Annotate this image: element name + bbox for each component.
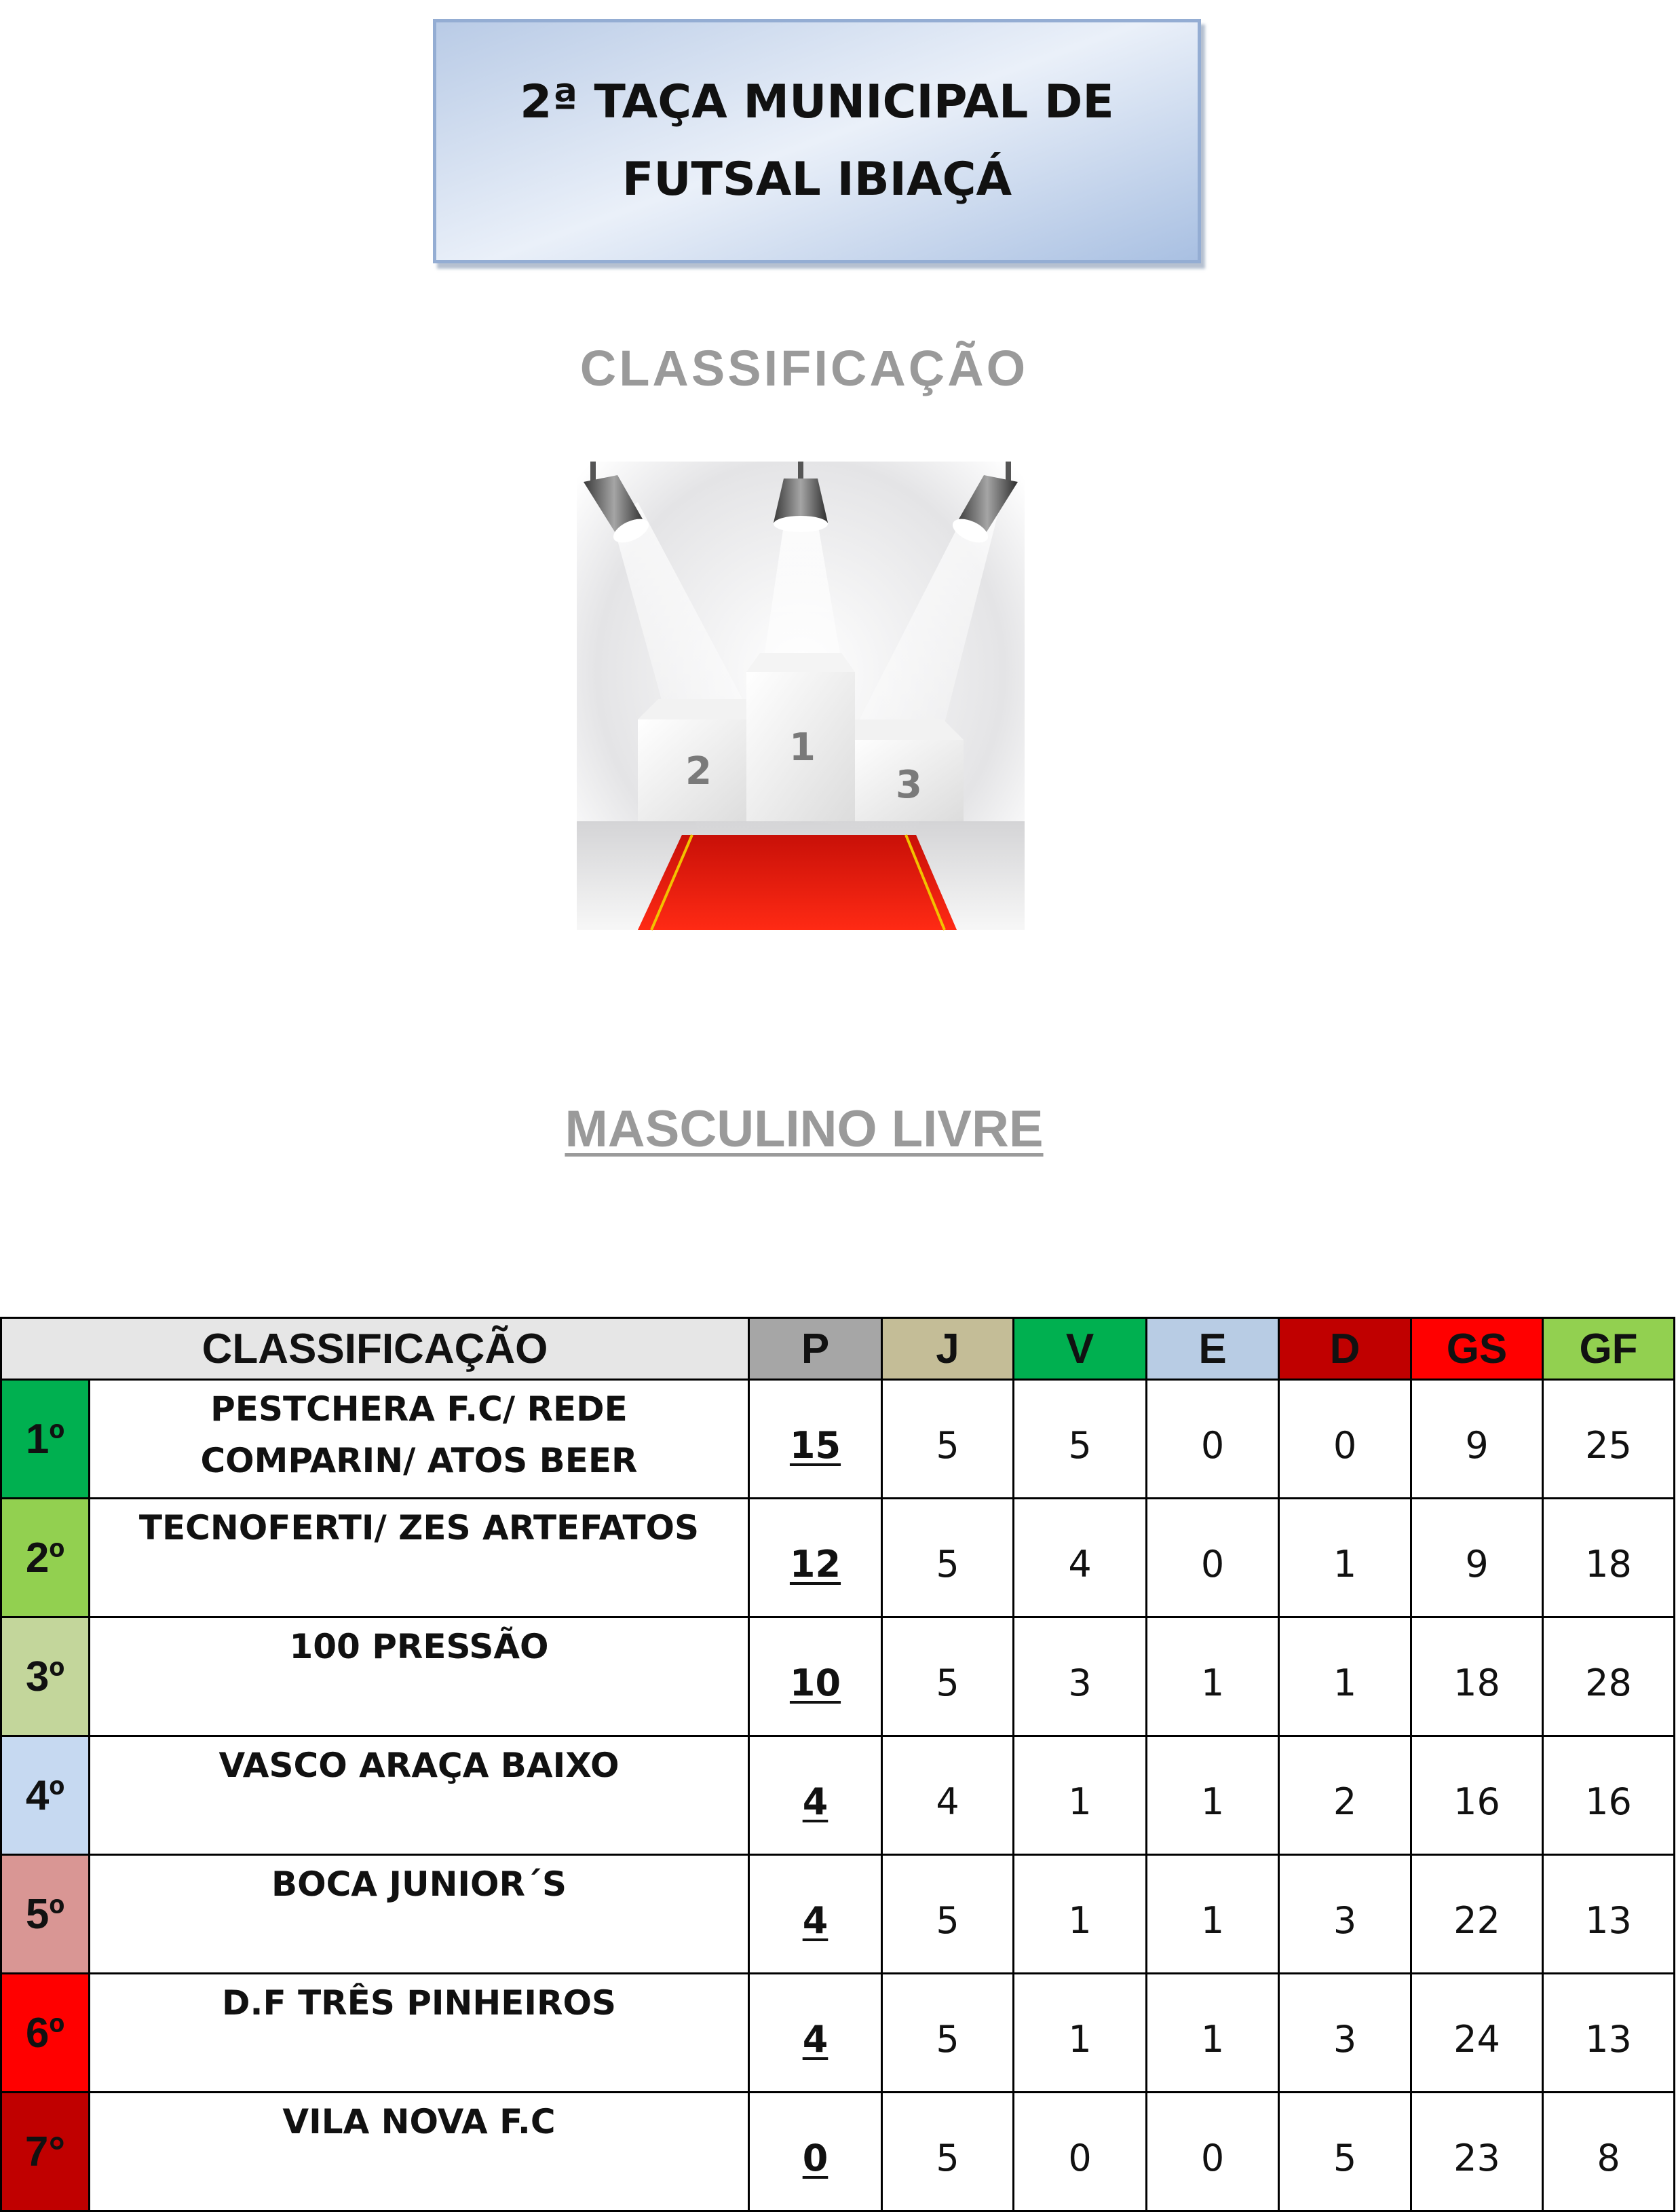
goals-against-cell: 16 <box>1411 1736 1543 1855</box>
wins-cell: 3 <box>1014 1617 1147 1736</box>
podium-illustration <box>563 441 1038 943</box>
team-name-line-1: D.F TRÊS PINHEIROS <box>222 1983 616 2023</box>
points-cell: 0 <box>749 2093 882 2211</box>
classification-heading: CLASSIFICAÇÃO <box>579 340 1029 396</box>
table-row <box>1 1736 1675 1855</box>
team-name-line-1: VILA NOVA F.C <box>282 2102 556 2141</box>
goals-for-cell: 8 <box>1543 2093 1675 2211</box>
team-name-cell <box>90 2093 749 2211</box>
played-cell: 5 <box>882 1380 1014 1499</box>
wins-cell: 1 <box>1014 1855 1147 1974</box>
podium-first-place <box>746 653 855 821</box>
losses-cell: 1 <box>1279 1617 1411 1736</box>
header-goals-against: GS <box>1411 1318 1543 1380</box>
played-cell: 5 <box>882 1499 1014 1617</box>
points-cell: 12 <box>749 1499 882 1617</box>
points-cell: 4 <box>749 1736 882 1855</box>
table-row <box>1 1380 1675 1499</box>
played-cell: 5 <box>882 2093 1014 2211</box>
position-cell: 6º <box>1 1974 90 2093</box>
points-cell: 15 <box>749 1380 882 1499</box>
wins-cell: 4 <box>1014 1499 1147 1617</box>
goals-against-cell: 22 <box>1411 1855 1543 1974</box>
draws-cell: 1 <box>1147 1974 1279 2093</box>
table-row <box>1 1499 1675 1617</box>
played-cell: 5 <box>882 1855 1014 1974</box>
draws-cell: 1 <box>1147 1617 1279 1736</box>
draws-cell: 0 <box>1147 1380 1279 1499</box>
standings-header-row <box>1 1318 1675 1380</box>
goals-for-cell: 13 <box>1543 1855 1675 1974</box>
team-name-line-1: TECNOFERTI/ ZES ARTEFATOS <box>138 1508 700 1548</box>
played-cell: 4 <box>882 1736 1014 1855</box>
table-row <box>1 2093 1675 2211</box>
position-cell: 2º <box>1 1499 90 1617</box>
team-name-cell <box>90 1855 749 1974</box>
losses-cell: 3 <box>1279 1855 1411 1974</box>
header-played: J <box>882 1318 1014 1380</box>
standings-table <box>0 1317 1675 2212</box>
wins-cell: 1 <box>1014 1974 1147 2093</box>
table-row <box>1 1617 1675 1736</box>
goals-against-cell: 24 <box>1411 1974 1543 2093</box>
team-name-cell <box>90 1736 749 1855</box>
team-name-cell <box>90 1617 749 1736</box>
played-cell: 5 <box>882 1974 1014 2093</box>
position-cell: 4º <box>1 1736 90 1855</box>
wins-cell: 5 <box>1014 1380 1147 1499</box>
tournament-title-line-2: FUTSAL IBIAÇÁ <box>622 153 1012 206</box>
wins-cell: 0 <box>1014 2093 1147 2211</box>
goals-for-cell: 25 <box>1543 1380 1675 1499</box>
goals-against-cell: 18 <box>1411 1617 1543 1736</box>
header-goals-for: GF <box>1543 1318 1675 1380</box>
losses-cell: 3 <box>1279 1974 1411 2093</box>
podium-image <box>563 441 1038 943</box>
podium-label-3: 3 <box>896 763 922 807</box>
goals-against-cell: 9 <box>1411 1499 1543 1617</box>
podium-second-place <box>638 699 753 821</box>
goals-for-cell: 13 <box>1543 1974 1675 2093</box>
position-cell: 1º <box>1 1380 90 1499</box>
points-cell: 4 <box>749 1855 882 1974</box>
header-losses: D <box>1279 1318 1411 1380</box>
position-cell: 5º <box>1 1855 90 1974</box>
position-cell: 7° <box>1 2093 90 2211</box>
points-cell: 10 <box>749 1617 882 1736</box>
team-name-cell <box>90 1499 749 1617</box>
podium-label-2: 2 <box>685 749 712 793</box>
team-name-cell <box>90 1974 749 2093</box>
losses-cell: 0 <box>1279 1380 1411 1499</box>
draws-cell: 1 <box>1147 1736 1279 1855</box>
podium-label-1: 1 <box>789 726 816 770</box>
played-cell: 5 <box>882 1617 1014 1736</box>
position-cell: 3º <box>1 1617 90 1736</box>
goals-for-cell: 18 <box>1543 1499 1675 1617</box>
team-name-line-1: 100 PRESSÃO <box>289 1627 549 1666</box>
tournament-title-box <box>433 19 1201 263</box>
team-name-line-2: COMPARIN/ ATOS BEER <box>200 1441 638 1480</box>
losses-cell: 2 <box>1279 1736 1411 1855</box>
losses-cell: 5 <box>1279 2093 1411 2211</box>
goals-against-cell: 9 <box>1411 1380 1543 1499</box>
table-row <box>1 1855 1675 1974</box>
points-cell: 4 <box>749 1974 882 2093</box>
team-name-line-1: BOCA JUNIOR´S <box>271 1864 567 1904</box>
wins-cell: 1 <box>1014 1736 1147 1855</box>
team-name-cell <box>90 1380 749 1499</box>
category-heading: MASCULINO LIVRE <box>565 1100 1044 1158</box>
draws-cell: 1 <box>1147 1855 1279 1974</box>
podium-third-place <box>848 719 964 821</box>
header-team: CLASSIFICAÇÃO <box>1 1318 749 1380</box>
goals-for-cell: 28 <box>1543 1617 1675 1736</box>
team-name-line-1: VASCO ARAÇA BAIXO <box>218 1746 620 1785</box>
draws-cell: 0 <box>1147 1499 1279 1617</box>
draws-cell: 0 <box>1147 2093 1279 2211</box>
team-name-line-1: PESTCHERA F.C/ REDE <box>210 1389 628 1429</box>
header-draws: E <box>1147 1318 1279 1380</box>
tournament-title-line-1: 2ª TAÇA MUNICIPAL DE <box>520 75 1114 129</box>
header-wins: V <box>1014 1318 1147 1380</box>
goals-against-cell: 23 <box>1411 2093 1543 2211</box>
header-points: P <box>749 1318 882 1380</box>
losses-cell: 1 <box>1279 1499 1411 1617</box>
goals-for-cell: 16 <box>1543 1736 1675 1855</box>
table-row <box>1 1974 1675 2093</box>
